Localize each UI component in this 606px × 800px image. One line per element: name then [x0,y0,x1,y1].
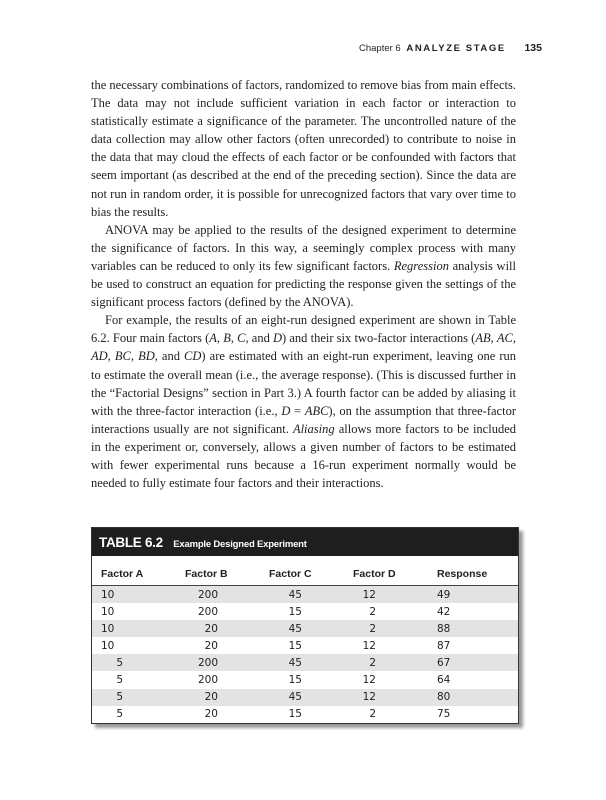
table-caption: Example Designed Experiment [173,539,307,550]
table-cell [92,586,185,604]
cell-value: 49 [437,588,451,601]
text-run: , [230,331,238,346]
data-table [92,556,518,723]
table-cell [185,706,269,723]
table-row [92,654,518,671]
italic-term: AD [91,349,108,364]
table-cell [269,603,353,620]
cell-value: 75 [437,708,451,721]
page-number: 135 [524,42,542,54]
text-run: , [107,349,115,364]
paragraph [91,221,516,311]
table-cell [353,603,437,620]
table-row [92,689,518,706]
table-cell [437,689,518,706]
cell-value: 45 [288,622,302,635]
paragraph [91,76,516,221]
table-cell [185,603,269,620]
table-row [92,603,518,620]
cell-value: 10 [101,622,115,635]
italic-term: D [273,331,283,346]
column-header: Factor D [353,556,437,586]
cell-value: 5 [116,708,123,721]
table-cell [269,620,353,637]
table-cell [269,654,353,671]
text-run: For example, the results of an eight-run designed experiment are shown in Table 6.2. Four main factors ( [91,313,516,346]
table-cell [92,706,185,723]
text-run: , [490,331,497,346]
stage-label: ANALYZE STAGE [406,43,506,54]
cell-value: 10 [101,588,115,601]
italic-term: BD [138,349,155,364]
cell-value: 12 [362,639,376,652]
cell-value: 64 [437,674,451,687]
cell-value: 67 [437,656,451,669]
table-6-2 [91,527,519,724]
table-cell [353,671,437,688]
cell-value: 2 [369,708,376,721]
cell-value: 20 [204,708,218,721]
italic-term: AB [475,331,491,346]
cell-value: 15 [288,674,302,687]
table-cell [353,586,437,604]
table-cell [437,671,518,688]
table-cell [353,637,437,654]
text-run: , [512,331,517,346]
cell-value: 12 [362,674,376,687]
table-cell [92,671,185,688]
table-cell [353,706,437,723]
table-cell [269,671,353,688]
text-run: , [216,331,224,346]
table-row [92,586,518,604]
text-run: , and [154,349,185,364]
body-text [91,76,516,492]
italic-term: A [209,331,217,346]
cell-value: 5 [116,674,123,687]
table-cell [185,637,269,654]
italic-term: Regression [393,258,449,273]
table-row [92,620,518,637]
column-header: Response [437,556,518,586]
italic-term: CD [184,349,202,364]
text-run: analysis will be used to construct an equation for predicting the response given the settings of the significant process factors (defined by the ANOVA). [91,258,516,310]
text-run: ) and their six two-factor interactions ( [282,331,476,346]
table-cell [353,654,437,671]
cell-value: 5 [116,656,123,669]
italic-term: D [281,403,291,418]
table-cell [437,603,518,620]
text-run: ) are estimated with an eight-run experiment, leaving one run to estimate the overall mean (i.e., the average response). (This is discussed further in the “Factorial Designs” section in Part 3.) A fourth factor can be added by aliasing it with the three-factor interaction (i.e., [91,349,517,418]
table-cell [437,586,518,604]
cell-value: 45 [288,691,302,704]
cell-value: 88 [437,622,451,635]
text-run: = [290,403,305,418]
paragraph [91,311,516,492]
table-row [92,671,518,688]
table-cell [437,637,518,654]
table-cell [185,620,269,637]
table-cell [92,620,185,637]
column-header: Factor B [185,556,269,586]
table-cell [185,654,269,671]
table-cell [92,689,185,706]
cell-value: 15 [288,708,302,721]
table-cell [269,637,353,654]
cell-value: 2 [369,656,376,669]
text-run: , [130,349,139,364]
cell-value: 5 [116,691,123,704]
table-cell [92,654,185,671]
cell-value: 200 [197,588,218,601]
cell-value: 200 [197,674,218,687]
text-run: , and [245,331,274,346]
cell-value: 12 [362,691,376,704]
cell-value: 45 [288,588,302,601]
table-header-row [92,556,518,586]
column-header: Factor C [269,556,353,586]
table-cell [185,671,269,688]
cell-value: 87 [437,639,451,652]
table-cell [185,689,269,706]
table-cell [185,586,269,604]
running-head [359,42,542,54]
cell-value: 20 [204,691,218,704]
italic-term: C [237,331,246,346]
italic-term: ABC [304,403,329,418]
text-run: the necessary combinations of factors, randomized to remove bias from main effects. The data may not include sufficient variation in each factor or interaction to statistically estimate a significance of the parameter. The uncontrolled nature of the data collection may allow other factors (often unrecorded) to contribute to noise in the data that may cloud the effects of each factor or be confounded with factors that seem important (as described at the end of the preceding section). Since the data are not run in random order, it is possible for unrecognized factors that vary over time to bias the results. [91,78,516,219]
table-cell [353,689,437,706]
table-cell [269,689,353,706]
table-number: TABLE 6.2 [99,535,163,550]
table-cell [437,620,518,637]
text-run: ANOVA may be applied to the results of the designed experiment to determine the significance of factors. In this way, a seemingly complex process with many variables can be reduced to only its few significant factors. [91,222,516,273]
text-run: ), on the assumption that three-factor interactions usually are not significant. [91,403,516,436]
cell-value: 80 [437,691,451,704]
table-cell [269,586,353,604]
table-cell [92,637,185,654]
table-cell [92,603,185,620]
italic-term: BC [114,349,131,364]
cell-value: 200 [197,605,218,618]
cell-value: 200 [197,656,218,669]
table-row [92,706,518,723]
chapter-label: Chapter 6 [359,43,401,54]
cell-value: 20 [204,622,218,635]
table-cell [269,706,353,723]
table-cell [437,654,518,671]
cell-value: 15 [288,639,302,652]
cell-value: 10 [101,605,115,618]
text-run: allows more factors to be included in the experiment or, conversely, allows a given number of factors to be estimated with fewer experimental runs because a 16-run experiment normally would be needed to fully estimate four factors and their interactions. [91,421,516,491]
column-header: Factor A [92,556,185,586]
cell-value: 10 [101,639,115,652]
table-body [92,586,518,723]
table-row [92,637,518,654]
cell-value: 45 [288,656,302,669]
italic-term: B [223,331,231,346]
cell-value: 20 [204,639,218,652]
table-title-bar [92,528,518,556]
cell-value: 2 [369,622,376,635]
italic-term: AC [496,331,513,346]
cell-value: 2 [369,605,376,618]
table-cell [437,706,518,723]
table-cell [353,620,437,637]
italic-term: Aliasing [292,421,335,436]
cell-value: 15 [288,605,302,618]
cell-value: 12 [362,588,376,601]
cell-value: 42 [437,605,451,618]
